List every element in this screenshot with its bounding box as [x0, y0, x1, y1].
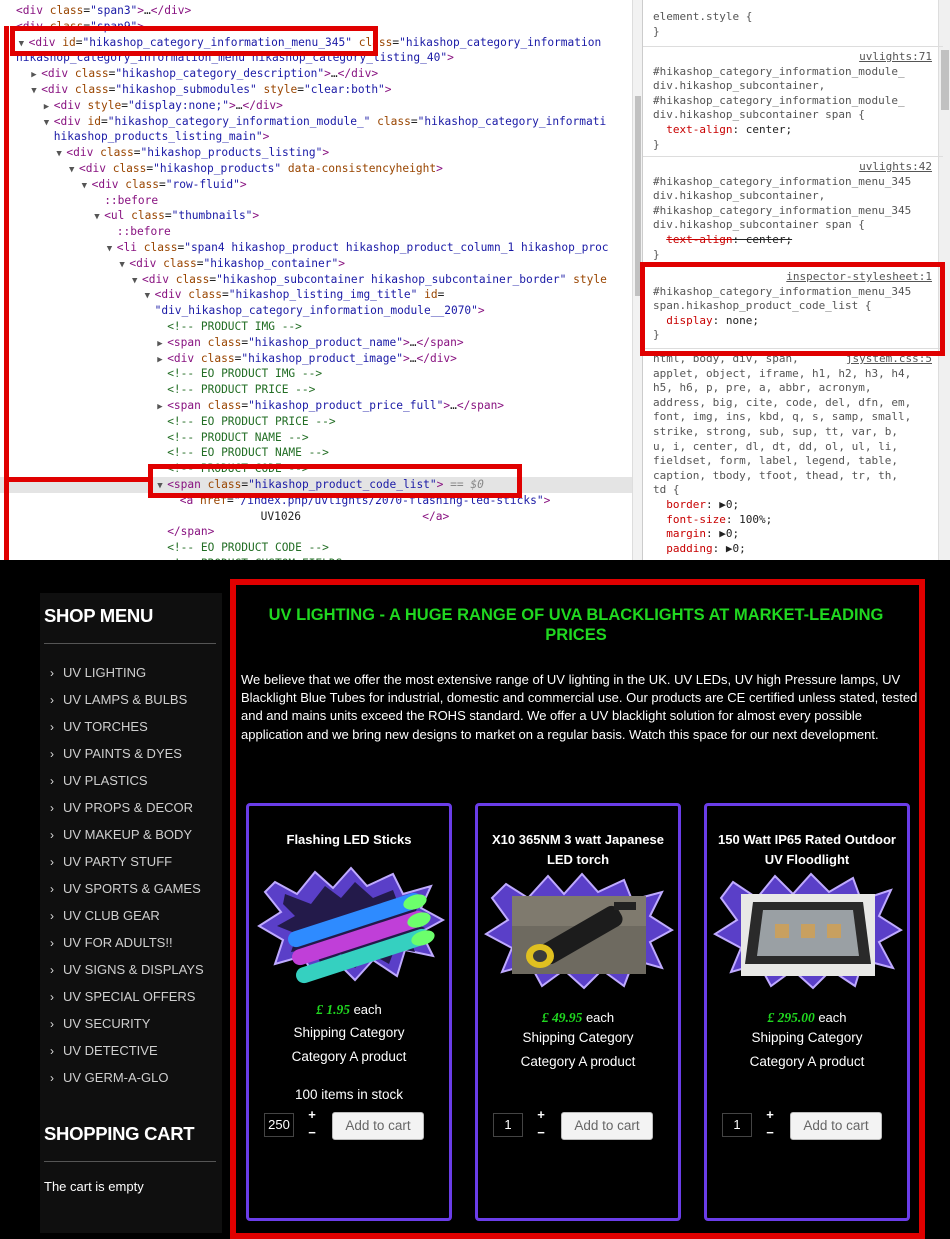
collapse-triangle-icon[interactable]: ▼ — [81, 180, 88, 191]
category-description: We believe that we offer the most extensive range of UV lighting in the UK. UV LEDs, UV high Pressure lamps, UV Blacklight Blue Tubes for industrial, domestic and commercial use. Our products are CE certified unless stated, tested and and mains units exceed the ROHS standard. We offer a UV blacklight solution for almost every possible application and we bring new designs to market on a regular basis. Watch this space for our next development. — [241, 672, 918, 742]
quantity-minus-button[interactable]: − — [537, 1125, 545, 1140]
add-to-cart-button[interactable]: Add to cart — [561, 1112, 653, 1140]
chevron-right-icon: › — [50, 828, 54, 842]
dom-node-markup: <span class="hikashop_product_code_list"> == $0 — [167, 478, 484, 491]
rule-separator — [643, 348, 943, 349]
menu-item-label: UV SECURITY — [63, 1016, 151, 1031]
expand-triangle-icon[interactable]: ▶ — [157, 338, 163, 349]
css-selector-line: } — [653, 247, 660, 261]
dom-node[interactable] — [0, 524, 632, 540]
css-selector-line: div.hikashop_subcontainer span { — [653, 218, 865, 232]
collapse-triangle-icon[interactable]: ▼ — [157, 481, 163, 491]
sidebar — [40, 593, 222, 1233]
css-rule[interactable] — [653, 270, 938, 343]
dom-node-markup: <div id="hikashop_category_information_module_" class="hikashop_category_informati — [53, 114, 607, 128]
dom-node-markup: UV1026 </a> — [179, 509, 450, 523]
dom-node-markup: hikashop_category_information_menu hikashop_category_listing_40"> — [16, 51, 454, 65]
product-price — [249, 1002, 449, 1018]
css-selector-line: } — [653, 137, 660, 151]
css-selector-line: } — [653, 24, 660, 38]
product-card-led-torch — [475, 803, 681, 1221]
css-selector-line: strike, strong, sub, sup, tt, var, b, — [653, 424, 899, 438]
menu-item-label: UV GERM-A-GLO — [63, 1070, 169, 1085]
styles-scroll-thumb[interactable] — [941, 50, 949, 110]
dom-node-markup: <div class="span9"> — [16, 19, 145, 33]
chevron-right-icon: › — [50, 963, 54, 977]
dom-node[interactable] — [0, 224, 632, 240]
css-selector-line: u, i, center, dl, dt, dd, ol, ul, li, — [653, 439, 899, 453]
dom-node-markup: <!-- EO PRODUCT CODE --> — [167, 541, 329, 555]
dom-node[interactable] — [0, 161, 632, 177]
collapse-triangle-icon[interactable]: ▼ — [144, 291, 151, 302]
product-price — [707, 1010, 907, 1026]
collapse-triangle-icon[interactable]: ▼ — [43, 117, 50, 128]
menu-item[interactable] — [50, 1041, 158, 1061]
quantity-minus-button[interactable]: − — [766, 1125, 774, 1140]
price-unit: each — [582, 1010, 615, 1025]
dom-node[interactable] — [0, 493, 632, 509]
dom-node[interactable] — [0, 177, 632, 193]
rule-source-link[interactable]: uvlights:42 — [859, 160, 932, 173]
price-amount: £ 295.00 — [767, 1010, 815, 1025]
dom-node[interactable] — [0, 193, 632, 209]
product-category-label: Category A product — [520, 1054, 636, 1069]
dom-node-markup: ::before — [104, 193, 159, 207]
menu-item[interactable] — [50, 798, 193, 818]
product-category-label: Category A product — [749, 1054, 865, 1069]
css-selector-line: #hikashop_category_information_menu_345 — [653, 284, 912, 298]
dom-node[interactable] — [0, 3, 632, 19]
price-unit: each — [814, 1010, 847, 1025]
chevron-right-icon: › — [50, 747, 54, 761]
torch-image[interactable] — [484, 872, 674, 990]
css-selector-line: fieldset, form, label, legend, table, — [653, 454, 899, 468]
rule-source-link[interactable]: inspector-stylesheet:1 — [786, 270, 932, 283]
dom-node[interactable] — [0, 256, 632, 272]
dom-node[interactable] — [0, 509, 632, 525]
menu-item-label: UV LAMPS & BULBS — [63, 692, 188, 707]
stock-status: 100 items in stock — [294, 1087, 404, 1102]
dom-tree-scrollbar[interactable] — [632, 0, 642, 560]
shopping-cart-divider — [44, 1161, 216, 1162]
menu-item-label: UV FOR ADULTS!! — [63, 935, 173, 950]
shipping-category: Shipping Category — [751, 1030, 863, 1045]
dom-node[interactable] — [0, 303, 632, 319]
quantity-minus-button[interactable]: − — [308, 1125, 316, 1140]
dom-node-markup: <ul class="thumbnails"> — [104, 209, 260, 223]
menu-item-label: UV PROPS & DECOR — [63, 800, 194, 815]
collapse-triangle-icon[interactable]: ▼ — [31, 86, 37, 96]
menu-item-label: UV TORCHES — [63, 719, 148, 734]
expand-triangle-icon[interactable]: ▶ — [43, 101, 50, 112]
dom-node-markup: "div_hikashop_category_information_module__2070"> — [154, 304, 485, 318]
dom-node-markup: <div class="hikashop_category_description">…</div> — [41, 67, 379, 81]
menu-item-label: UV LIGHTING — [63, 665, 147, 680]
dom-node[interactable] — [0, 335, 632, 351]
dom-node[interactable] — [0, 366, 632, 382]
menu-item[interactable] — [50, 906, 160, 926]
menu-item-label: UV SIGNS & DISPLAYS — [63, 962, 204, 977]
css-rule[interactable] — [653, 160, 938, 262]
dom-node[interactable] — [0, 382, 632, 398]
menu-item[interactable] — [50, 852, 172, 872]
menu-item[interactable] — [50, 663, 146, 683]
css-selector-line: caption, tbody, tfoot, thead, tr, th, — [653, 468, 899, 482]
dom-node[interactable] — [0, 398, 632, 414]
dom-node-markup: <div class="hikashop_listing_img_title" id= — [154, 288, 445, 302]
collapse-triangle-icon[interactable]: ▼ — [119, 259, 125, 270]
dom-node-markup: hikashop_products_listing_main"> — [53, 130, 270, 144]
dom-node-markup: <!-- PRODUCT PRICE --> — [167, 383, 316, 397]
price-amount: £ 49.95 — [541, 1010, 583, 1025]
menu-item[interactable] — [50, 933, 173, 953]
css-selector-line: #hikashop_category_information_module_ — [653, 64, 905, 78]
dom-node[interactable] — [0, 19, 632, 35]
product-price — [478, 1010, 678, 1026]
dom-node[interactable] — [0, 240, 632, 256]
dom-node[interactable] — [0, 272, 632, 288]
dom-node-markup: </span> — [167, 525, 215, 539]
shopping-cart-title: SHOPPING CART — [44, 1123, 195, 1144]
dom-node[interactable] — [0, 319, 632, 335]
css-selector-line: } — [653, 328, 660, 342]
shipping-category: Shipping Category — [293, 1025, 405, 1040]
css-selector-line: div.hikashop_subcontainer, — [653, 79, 826, 93]
dom-node[interactable] — [0, 114, 632, 130]
css-selector-line: element.style { — [653, 10, 753, 23]
dom-node[interactable] — [0, 98, 632, 114]
dom-node-markup: <div class="hikashop_products" data-consistencyheight> — [79, 162, 443, 175]
dom-node-markup: <div class="hikashop_products_listing"> — [66, 146, 330, 160]
dom-node-markup: <a href="/index.php/uvlights/2070-flashing-led-sticks"> — [179, 493, 551, 507]
dom-node-markup: <!-- EO PRODUCT NAME --> — [167, 446, 329, 460]
chevron-right-icon: › — [50, 855, 54, 869]
dom-node-markup: <div class="hikashop_container"> — [129, 256, 345, 270]
menu-item[interactable] — [50, 771, 148, 791]
dom-node-markup: <span class="hikashop_product_name">…</span> — [167, 335, 464, 349]
chevron-right-icon: › — [50, 693, 54, 707]
dom-node[interactable] — [0, 50, 632, 66]
quantity-plus-button[interactable]: + — [766, 1107, 774, 1122]
menu-item-label: UV DETECTIVE — [63, 1043, 158, 1058]
chevron-right-icon: › — [50, 1044, 54, 1058]
collapse-triangle-icon[interactable]: ▼ — [69, 165, 75, 175]
chevron-right-icon: › — [50, 774, 54, 788]
rule-separator — [643, 156, 943, 157]
dom-node[interactable] — [0, 208, 632, 224]
product-name[interactable]: 150 Watt IP65 Rated Outdoor UV Floodlight — [718, 832, 896, 867]
css-selector-line: font, img, ins, kbd, q, s, samp, small, — [653, 410, 912, 424]
menu-item[interactable] — [50, 717, 148, 737]
chevron-right-icon: › — [50, 990, 54, 1004]
styles-pane[interactable] — [642, 0, 950, 560]
dom-node[interactable] — [0, 82, 632, 98]
expand-triangle-icon[interactable]: ▶ — [31, 70, 37, 81]
dom-node-markup: <div class="hikashop_subcontainer hikashop_subcontainer_border" style — [142, 272, 607, 286]
dom-node-markup: <div id="hikashop_category_information_menu_345" class="hikashop_category_information — [28, 35, 602, 49]
elements-dom-tree[interactable] — [0, 0, 632, 560]
collapse-triangle-icon[interactable]: ▼ — [56, 149, 62, 160]
dom-node[interactable] — [0, 129, 632, 145]
css-selector-line: #hikashop_category_information_menu_345 — [653, 203, 912, 217]
menu-item[interactable] — [50, 987, 195, 1007]
expand-triangle-icon[interactable]: ▶ — [157, 354, 163, 365]
css-selector-line: div.hikashop_subcontainer span { — [653, 108, 865, 122]
css-declaration: display: none; — [666, 313, 759, 327]
dom-node-markup: <div class="row-fluid"> — [91, 177, 247, 191]
dom-node-markup: <div class="hikashop_submodules" style="clear:both"> — [41, 83, 392, 96]
css-declaration: border: ▶0; — [666, 497, 740, 511]
add-to-cart-button[interactable]: Add to cart — [790, 1112, 882, 1140]
shop-menu-divider — [44, 643, 216, 644]
dom-node-markup: <!-- EO PRODUCT IMG --> — [167, 367, 323, 381]
dom-node[interactable] — [0, 287, 632, 303]
devtools-window — [0, 0, 950, 560]
css-selector-line: #hikashop_category_information_module_ — [653, 93, 905, 107]
collapse-triangle-icon[interactable]: ▼ — [94, 212, 100, 223]
dom-node-markup: <!-- PRODUCT IMG --> — [167, 320, 302, 333]
quantity-input[interactable]: 250 — [264, 1113, 294, 1137]
cart-empty-text: The cart is empty — [44, 1179, 144, 1194]
menu-item[interactable] — [50, 960, 204, 980]
collapse-triangle-icon[interactable]: ▼ — [18, 38, 25, 49]
css-declaration: font-size: 100%; — [666, 512, 773, 526]
menu-item[interactable] — [50, 1068, 168, 1088]
product-name[interactable]: X10 365NM 3 watt Japanese LED torch — [492, 832, 664, 867]
dom-node[interactable] — [0, 430, 632, 446]
dom-node-markup: <span class="hikashop_product_price_full">…</span> — [167, 399, 505, 412]
chevron-right-icon: › — [50, 909, 54, 923]
website-page — [0, 560, 950, 1225]
price-amount: £ 1.95 — [316, 1002, 350, 1017]
rule-separator — [643, 266, 943, 267]
product-card-led-sticks — [246, 803, 452, 1221]
css-selector-line: html, body, div, span, — [653, 352, 799, 365]
category-title: UV LIGHTING - A HUGE RANGE OF UVA BLACKLIGHTS AT MARKET-LEADING PRICES — [268, 606, 884, 644]
css-rule[interactable] — [653, 352, 938, 556]
menu-item-label: UV PAINTS & DYES — [63, 746, 182, 761]
quantity-input[interactable]: 1 — [493, 1113, 523, 1137]
dom-node-selected[interactable] — [0, 477, 632, 493]
chevron-right-icon: › — [50, 936, 54, 950]
dom-node[interactable] — [0, 445, 632, 461]
css-declaration: text-align: center; — [666, 232, 793, 246]
rule-source-link[interactable]: jsystem.css:5 — [845, 352, 932, 365]
menu-item[interactable] — [50, 690, 187, 710]
product-name[interactable]: Flashing LED Sticks — [286, 832, 412, 847]
css-selector-line: h5, h6, p, pre, a, abbr, acronym, — [653, 381, 872, 395]
css-selector-line: applet, object, iframe, h1, h2, h3, h4, — [653, 366, 912, 380]
menu-item-label: UV CLUB GEAR — [63, 908, 160, 923]
css-rule[interactable] — [653, 50, 938, 152]
css-rule[interactable] — [653, 10, 938, 39]
dom-node[interactable] — [0, 35, 632, 51]
dom-node[interactable] — [0, 540, 632, 556]
rule-separator — [643, 46, 943, 47]
dom-node[interactable] — [0, 461, 632, 477]
menu-item-label: UV PLASTICS — [63, 773, 148, 788]
css-selector-line: td { — [653, 483, 680, 497]
collapse-triangle-icon[interactable]: ▼ — [106, 244, 113, 254]
shop-menu-title: SHOP MENU — [44, 605, 154, 626]
chevron-right-icon: › — [50, 801, 54, 815]
dom-node-markup: <li class="span4 hikashop_product hikashop_product_column_1 hikashop_proc — [116, 241, 609, 254]
dom-node-markup: ::before — [116, 225, 171, 239]
menu-item[interactable] — [50, 1014, 150, 1034]
dom-node[interactable] — [0, 351, 632, 367]
dom-node-markup: <!-- PRODUCT NAME --> — [167, 430, 309, 444]
quantity-plus-button[interactable]: + — [537, 1107, 545, 1122]
dom-node-markup: <div class="span3">…</div> — [16, 4, 192, 17]
css-declaration: margin: ▶0; — [666, 527, 740, 541]
menu-item[interactable] — [50, 825, 192, 845]
floodlight-image[interactable] — [713, 872, 903, 990]
quantity-input[interactable]: 1 — [722, 1113, 752, 1137]
dom-node[interactable] — [0, 66, 632, 82]
dom-node-markup: <div style="display:none;">…</div> — [53, 98, 283, 112]
dom-node[interactable] — [0, 414, 632, 430]
dom-node[interactable] — [0, 145, 632, 161]
add-to-cart-button[interactable]: Add to cart — [332, 1112, 424, 1140]
dom-node-markup: <!-- PRODUCT CODE --> — [167, 462, 309, 476]
css-selector-line: address, big, cite, code, del, dfn, em, — [653, 395, 912, 409]
css-selector-line: div.hikashop_subcontainer, — [653, 189, 826, 203]
chevron-right-icon: › — [50, 666, 54, 680]
expand-triangle-icon[interactable]: ▶ — [157, 402, 163, 412]
product-card-floodlight — [704, 803, 910, 1221]
menu-item-label: UV PARTY STUFF — [63, 854, 173, 869]
dom-tree-scroll-thumb[interactable] — [635, 96, 641, 296]
chevron-right-icon: › — [50, 720, 54, 734]
shipping-category: Shipping Category — [522, 1030, 634, 1045]
menu-item[interactable] — [50, 879, 201, 899]
category-main-content — [230, 579, 925, 1239]
product-category-label: Category A product — [291, 1049, 407, 1064]
css-selector-line: span.hikashop_product_code_list { — [653, 299, 872, 313]
dom-node-markup: <div class="hikashop_product_image">…</div> — [167, 351, 457, 365]
chevron-right-icon: › — [50, 1071, 54, 1085]
quantity-plus-button[interactable]: + — [308, 1107, 316, 1122]
chevron-right-icon: › — [50, 882, 54, 896]
led-sticks-image[interactable] — [255, 864, 445, 982]
price-unit: each — [349, 1002, 382, 1017]
styles-scrollbar[interactable] — [938, 0, 950, 560]
chevron-right-icon: › — [50, 1017, 54, 1031]
menu-item-label: UV MAKEUP & BODY — [63, 827, 193, 842]
css-declaration: text-align: center; — [666, 122, 793, 136]
dom-node-markup: <!-- EO PRODUCT PRICE --> — [167, 414, 336, 428]
css-declaration: padding: ▶0; — [666, 541, 746, 555]
menu-item[interactable] — [50, 744, 182, 764]
menu-item-label: UV SPECIAL OFFERS — [63, 989, 196, 1004]
css-selector-line: #hikashop_category_information_menu_345 — [653, 174, 912, 188]
menu-item-label: UV SPORTS & GAMES — [63, 881, 201, 896]
collapse-triangle-icon[interactable]: ▼ — [132, 275, 138, 286]
rule-source-link[interactable]: uvlights:71 — [859, 50, 932, 63]
